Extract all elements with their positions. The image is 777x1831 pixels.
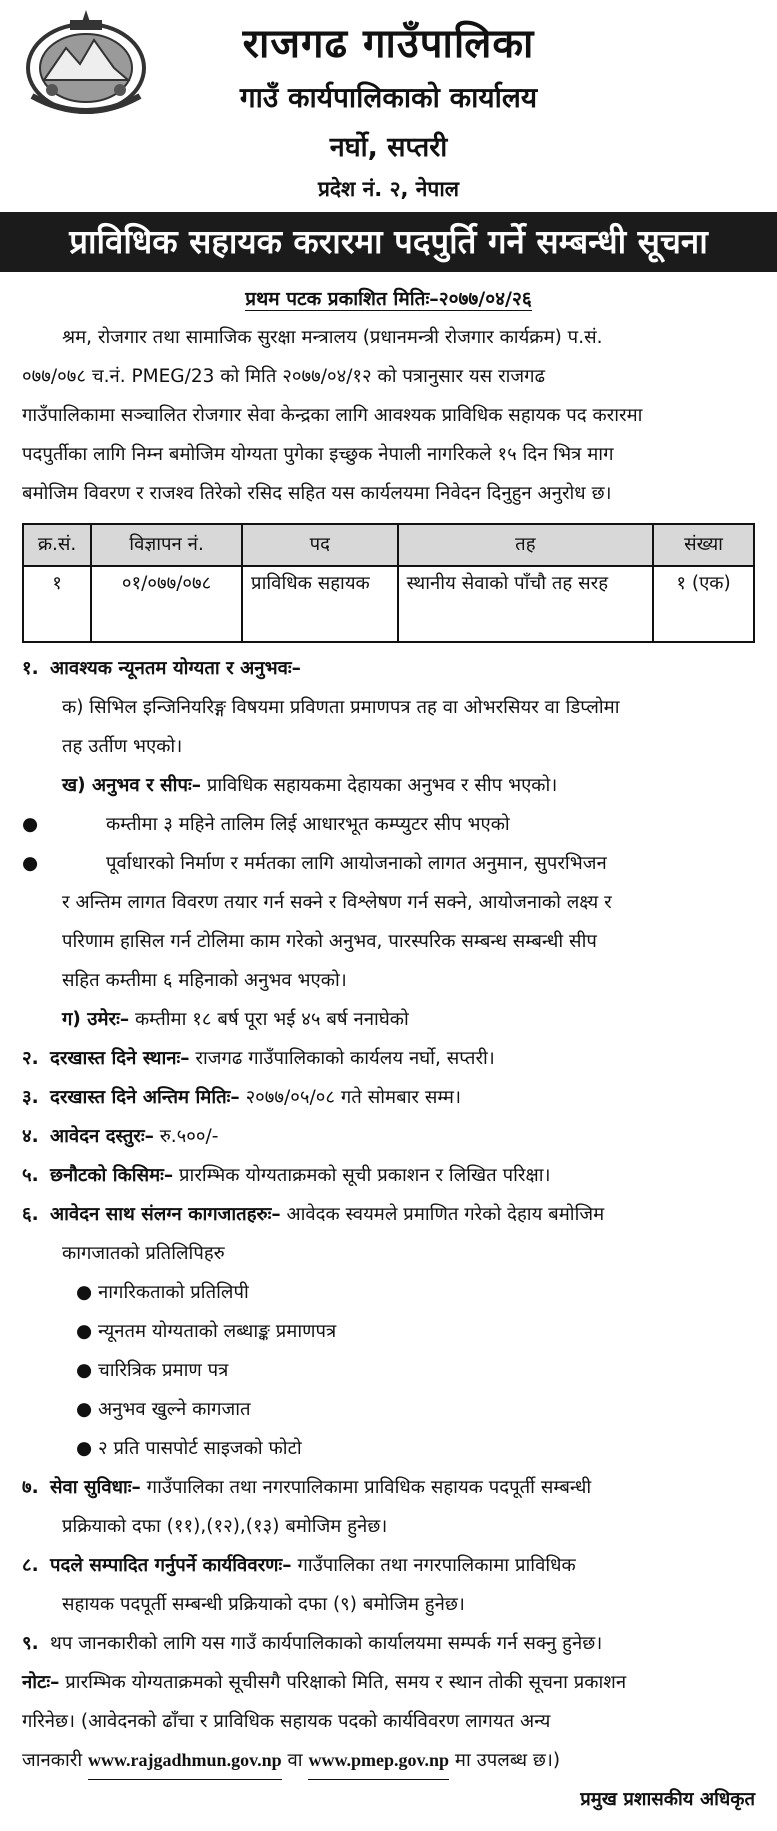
- note-line: [22, 1663, 755, 1702]
- bullet-text: कम्तीमा ३ महिने तालिम लिई आधारभूत कम्प्युटर सीप भएको: [106, 814, 510, 835]
- item-text: गाउँपालिका तथा नगरपालिकामा प्राविधिक सहायक पदपूर्ती सम्बन्धी: [146, 1477, 592, 1498]
- signature: प्रमुख प्रशासकीय अधिकृत: [580, 1789, 755, 1810]
- bullet-icon: ●: [76, 1438, 93, 1459]
- item-number: ५.: [22, 1165, 39, 1186]
- item-title: आवश्यक न्यूनतम योग्यता र अनुभवः–: [50, 658, 301, 679]
- list-line: [22, 766, 755, 805]
- bullet-icon: ●: [76, 1282, 93, 1303]
- bullet-icon: ●: [76, 1399, 93, 1420]
- cell-advert-no: ०१/०७७/०७८: [91, 566, 242, 642]
- item-label: आवेदन साथ संलग्न कागजातहरुः–: [50, 1204, 281, 1225]
- intro-line: पदपुर्तीका लागि निम्न बमोजिम योग्यता पुगेका इच्छुक नेपाली नागरिकले १५ दिन भित्र माग: [22, 444, 614, 465]
- list-line: क) सिभिल इन्जिनियरिङ्ग विषयमा प्रविणता प्रमाणपत्र तह वा ओभरसियर वा डिप्लोमा: [62, 697, 620, 718]
- bullet-text: चारित्रिक प्रमाण पत्र: [98, 1360, 229, 1381]
- bullet-text: पूर्वाधारको निर्माण र मर्मतका लागि आयोजनाको लागत अनुमान, सुपरभिजन: [106, 853, 607, 874]
- list-line: र अन्तिम लागत विवरण तयार गर्न सक्ने र विश्लेषण गर्न सक्ने, आयोजनाको लक्ष्य र: [62, 892, 612, 913]
- item-text: प्राविधिक सहायकमा देहायका अनुभव र सीप भएको।: [206, 775, 558, 796]
- note-text: वा: [287, 1750, 303, 1771]
- col-advert-no: विज्ञापन नं.: [91, 524, 242, 566]
- bullet-icon: ●: [22, 853, 39, 874]
- list-item: [22, 1156, 755, 1195]
- intro-line: बमोजिम विवरण र राजश्व तिरेको रसिद सहित यस कार्यलयमा निवेदन दिनुहुन अनुरोध छ।: [22, 483, 612, 504]
- item-text: रु.५००/-: [159, 1126, 219, 1147]
- header: [12, 0, 765, 208]
- item-number: ९.: [22, 1633, 39, 1654]
- list-item: [22, 1351, 755, 1390]
- bullet-text: न्यूनतम योग्यताको लब्धाङ्क प्रमाणपत्र: [98, 1321, 337, 1342]
- list-item: [22, 649, 755, 688]
- bullet-text: २ प्रति पासपोर्ट साइजको फोटो: [98, 1438, 302, 1459]
- bullet-text: नागरिकताको प्रतिलिपी: [98, 1282, 249, 1303]
- item-text: आवेदक स्वयमले प्रमाणित गरेको देहाय बमोजिम: [286, 1204, 605, 1225]
- list-item: [22, 1624, 755, 1663]
- item-label: सेवा सुविधाः–: [50, 1477, 141, 1498]
- list-item: [22, 805, 755, 844]
- municipality-website-link[interactable]: www.rajgadhmun.gov.np: [88, 1741, 282, 1780]
- list-line: [22, 1000, 755, 1039]
- province-line: प्रदेश नं. २, नेपाल: [317, 177, 460, 201]
- list-line: तह उर्तीण भएको।: [62, 736, 183, 757]
- list-item: [22, 1468, 755, 1507]
- item-label: छनौटको किसिमः–: [50, 1165, 174, 1186]
- cell-serial: १: [23, 566, 91, 642]
- cell-count: १ (एक): [653, 566, 754, 642]
- note-line: गरिनेछ। (आवेदनको ढाँचा र प्राविधिक सहायक पदको कार्यविवरण लागयत अन्य: [22, 1711, 551, 1732]
- office-name: गाउँ कार्यपालिकाको कार्यालय: [239, 81, 538, 114]
- item-text: प्रारम्भिक योग्यताक्रमको सूची प्रकाशन र लिखित परिक्षा।: [179, 1165, 551, 1186]
- bullet-text: अनुभव खुल्ने कागजात: [98, 1399, 251, 1420]
- col-count: संख्या: [653, 524, 754, 566]
- list-item: [22, 1078, 755, 1117]
- item-label: ग) उमेरः–: [62, 1009, 130, 1030]
- list-line: कागजातको प्रतिलिपिहरु: [62, 1243, 225, 1264]
- item-label: दरखास्त दिने अन्तिम मितिः–: [50, 1087, 240, 1108]
- list-item: [22, 1546, 755, 1585]
- list-item: [22, 1117, 755, 1156]
- list-line: सहायक पदपूर्ती सम्बन्धी प्रक्रियाको दफा (९) बमोजिम हुनेछ।: [62, 1594, 465, 1615]
- note-line: [22, 1741, 755, 1780]
- item-number: २.: [22, 1048, 39, 1069]
- item-number: ८.: [22, 1555, 39, 1576]
- list-item: [22, 1273, 755, 1312]
- item-label: आवेदन दस्तुरः–: [50, 1126, 154, 1147]
- cell-post: प्राविधिक सहायक: [242, 566, 398, 642]
- list-item: [22, 1312, 755, 1351]
- intro-line: ०७७/०७८ च.नं. PMEG/23 को मिति २०७७/०४/१२ को पत्रानुसार यस राजगढ: [22, 366, 545, 387]
- table-header-row: [23, 524, 754, 566]
- item-number: ६.: [22, 1204, 39, 1225]
- pmep-website-link[interactable]: www.pmep.gov.np: [308, 1741, 449, 1780]
- list-item: [22, 1390, 755, 1429]
- item-label: पदले सम्पादित गर्नुपर्ने कार्यविवरणः–: [50, 1555, 292, 1576]
- list-line: प्रक्रियाको दफा (११),(१२),(१३) बमोजिम हुनेछ।: [62, 1516, 388, 1537]
- item-number: ३.: [22, 1087, 39, 1108]
- col-post: पद: [242, 524, 398, 566]
- intro-paragraph: [22, 318, 755, 513]
- publication-date: [22, 280, 755, 318]
- notice-banner: प्राविधिक सहायक करारमा पदपुर्ति गर्ने सम्बन्धी सूचना: [0, 212, 777, 272]
- table-row: [23, 566, 754, 642]
- list-item: [22, 1429, 755, 1468]
- publication-date-text: प्रथम पटक प्रकाशित मितिः–२०७७/०४/२६: [245, 288, 532, 310]
- item-text: २०७७/०५/०८ गते सोमबार सम्म।: [245, 1087, 461, 1108]
- intro-line: गाउँपालिकामा सञ्चालित रोजगार सेवा केन्द्रका लागि आवश्यक प्राविधिक सहायक पद करारमा: [22, 405, 643, 426]
- col-serial: क्र.सं.: [23, 524, 91, 566]
- list-item: [22, 1039, 755, 1078]
- list-line: परिणाम हासिल गर्न टोलिमा काम गरेको अनुभव, पारस्परिक सम्बन्ध सम्बन्धी सीप: [62, 931, 597, 952]
- col-level: तह: [398, 524, 654, 566]
- item-number: १.: [22, 658, 39, 679]
- item-label: ख) अनुभव र सीपः–: [62, 775, 201, 796]
- item-number: ७.: [22, 1477, 39, 1498]
- item-text: थप जानकारीको लागि यस गाउँ कार्यपालिकाको कार्यालयमा सम्पर्क गर्न सक्नु हुनेछ।: [50, 1633, 603, 1654]
- requirement-list: [22, 649, 755, 1819]
- bullet-icon: ●: [76, 1360, 93, 1381]
- municipality-title: राजगढ गाउँपालिका: [242, 21, 535, 67]
- item-text: राजगढ गाउँपालिकाको कार्यलय नर्घो, सप्तरी।: [195, 1048, 495, 1069]
- bullet-icon: ●: [22, 814, 39, 835]
- note-text: प्रारम्भिक योग्यताक्रमको सूचीसगै परिक्षाको मिति, समय र स्थान तोकी सूचना प्रकाशन: [65, 1672, 627, 1693]
- intro-line: श्रम, रोजगार तथा सामाजिक सुरक्षा मन्त्रालय (प्रधानमन्त्री रोजगार कार्यक्रम) प.सं.: [62, 327, 603, 348]
- cell-level: स्थानीय सेवाको पाँचौ तह सरह: [398, 566, 654, 642]
- item-text: कम्तीमा १८ बर्ष पूरा भई ४५ बर्ष ननाघेको: [134, 1009, 409, 1030]
- list-item: [22, 844, 755, 883]
- notice-body: [22, 280, 755, 1819]
- list-item: [22, 1195, 755, 1234]
- note-label: नोटः–: [22, 1672, 60, 1693]
- note-text: जानकारी: [22, 1750, 83, 1771]
- list-line: सहित कम्तीमा ६ महिनाको अनुभव भएको।: [62, 970, 347, 991]
- bullet-icon: ●: [76, 1321, 93, 1342]
- item-number: ४.: [22, 1126, 39, 1147]
- item-label: दरखास्त दिने स्थानः–: [50, 1048, 190, 1069]
- note-text: मा उपलब्ध छ।): [454, 1750, 561, 1771]
- item-text: गाउँपालिका तथा नगरपालिकामा प्राविधिक: [297, 1555, 576, 1576]
- vacancy-table: [22, 523, 755, 643]
- office-address: नर्घो, सप्तरी: [329, 132, 448, 163]
